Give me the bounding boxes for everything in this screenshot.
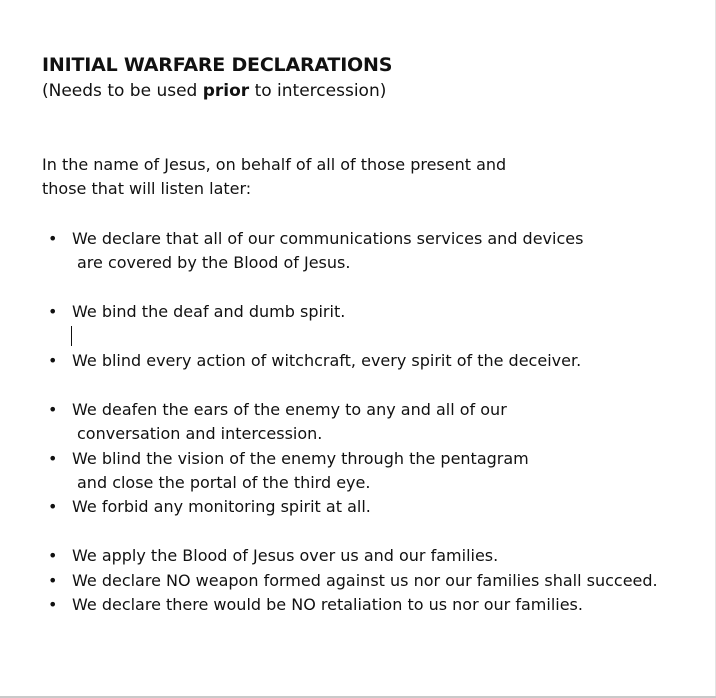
list-item-continuation: conversation and intercession. [77,424,323,443]
list-item-text: We blind the vision of the enemy through the pentagram [72,449,529,468]
list-item-text: We declare NO weapon formed against us nor our families shall succeed. [72,571,658,590]
bullet-icon: • [48,595,58,614]
list-item-text: We bind the deaf and dumb spirit. [72,302,346,321]
bullet-icon: • [48,400,58,419]
list-item-text: We blind every action of witchcraft, every spirit of the deceiver. [72,351,582,370]
bullet-icon: • [48,302,58,321]
document-title: INITIAL WARFARE DECLARATIONS [42,54,393,76]
bullet-icon: • [48,497,58,516]
list-item-text: We declare that all of our communications services and devices [72,229,584,248]
document-subtitle [42,79,386,103]
list-item-text: We forbid any monitoring spirit at all. [72,497,371,516]
list-item-text: We apply the Blood of Jesus over us and our families. [72,546,499,565]
bullet-icon: • [48,449,58,468]
subtitle-text-after: to intercession) [249,81,387,101]
intro-line-2: those that will listen later: [42,179,252,198]
bullet-icon: • [48,229,58,248]
list-item-continuation: are covered by the Blood of Jesus. [77,253,351,272]
bullet-icon: • [48,546,58,565]
bullet-icon: • [48,571,58,590]
list-item-text: We declare there would be NO retaliation to us nor our families. [72,595,583,614]
list-item-text: We deafen the ears of the enemy to any and all of our [72,400,507,419]
list-item-continuation: and close the portal of the third eye. [77,473,371,492]
subtitle-emphasis: prior [202,81,250,101]
text-cursor [71,326,72,346]
bullet-icon: • [48,351,58,370]
intro-paragraph [42,153,506,201]
subtitle-text-before: (Needs to be used [42,81,203,101]
intro-line-1: In the name of Jesus, on behalf of all of those present and [42,155,507,174]
